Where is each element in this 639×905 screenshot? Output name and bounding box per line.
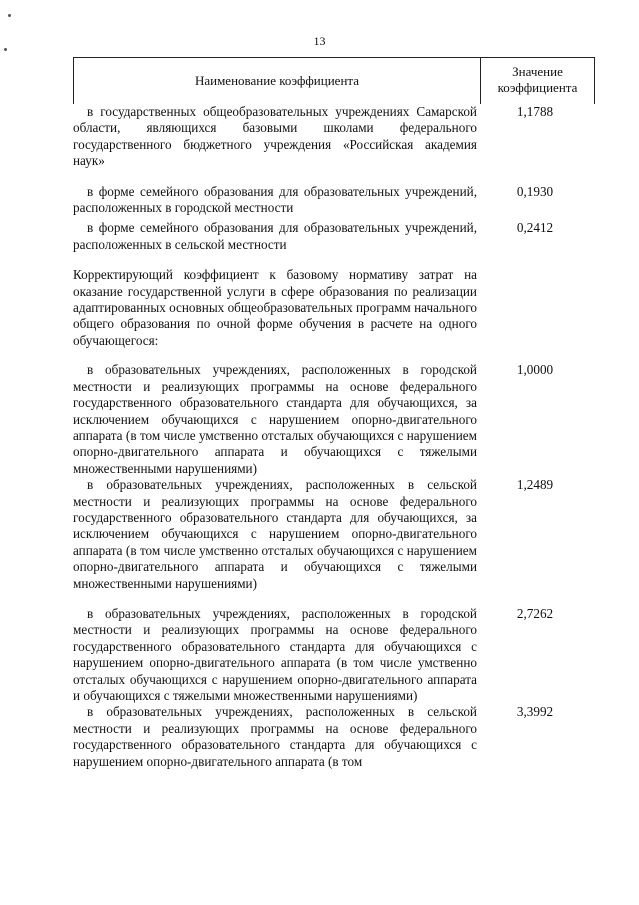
table-row [73, 704, 593, 770]
row-description: в образовательных учреждениях, расположенных в сельской местности и реализующих программы на основе федерального государственного образовательного стандарта для обучающихся с нарушением опорно-двигательного аппарата (в том [73, 704, 477, 769]
row-value: 3,3992 [516, 704, 554, 720]
table-row [73, 477, 593, 592]
row-value: 0,1930 [516, 183, 554, 199]
row-description: в образовательных учреждениях, расположенных в городской местности и реализующих программы на основе федерального государственного образовательного стандарта для обучающихся с нарушением опорно-двигательного аппарата (в том числе умственно отсталых обучающихся с нарушением опорно-двигательного аппарата и обучающихся с тяжелыми множественными нарушениями) [73, 605, 477, 703]
scan-speck [8, 14, 11, 17]
table-row [73, 184, 593, 217]
value-column-header [481, 64, 594, 96]
value-header-line1: Значение [512, 64, 563, 79]
page-number: 13 [313, 34, 326, 48]
table-row [73, 362, 593, 477]
row-description: в государственных общеобразовательных учреждениях Самарской области, являющихся базовыми школами федерального государственного бюджетного учреждения «Российская академия наук» [73, 104, 477, 169]
table-row [73, 606, 593, 704]
name-column-header: Наименование коэффициента [74, 58, 481, 104]
row-description: в форме семейного образования для образовательных учреждений, расположенных в сельской местности [73, 220, 477, 252]
section-heading: Корректирующий коэффициент к базовому нормативу затрат на оказание государственной услуги в сфере образования по реализации адаптированных основных общеобразовательных программ начального общего образования по очной форме обучения в расчете на одного обучающегося: [73, 267, 477, 348]
row-value: 0,2412 [516, 220, 554, 236]
table-row [73, 220, 593, 253]
row-value: 1,2489 [516, 477, 554, 493]
row-description: в образовательных учреждениях, расположенных в городской местности и реализующих программы на основе федерального государственного образовательного стандарта для обучающихся, за исключением обучающихся с нарушением опорно-двигательного аппарата (в том числе умственно отсталых обучающихся с нарушением опорно-двигательного аппарата и обучающихся с тяжелыми множественными нарушениями) [73, 362, 477, 476]
table-row [73, 104, 593, 170]
coefficient-table-body [73, 104, 593, 770]
row-value: 2,7262 [516, 605, 554, 621]
table-header [73, 57, 595, 104]
row-description: в форме семейного образования для образовательных учреждений, расположенных в городской местности [73, 183, 477, 216]
row-description: в образовательных учреждениях, расположенных в сельской местности и реализующих программы на основе федерального государственного образовательного стандарта для обучающихся, за исключением обучающихся с нарушением опорно-двигательного аппарата (в том числе умственно отсталых обучающихся с нарушением опорно-двигательного аппарата и обучающихся с тяжелыми множественными нарушениями) [73, 477, 477, 591]
table-row [73, 267, 593, 349]
value-header-line2: коэффициента [497, 80, 578, 95]
row-value [477, 267, 593, 349]
row-value: 1,0000 [516, 362, 554, 378]
row-value: 1,1788 [516, 104, 554, 119]
